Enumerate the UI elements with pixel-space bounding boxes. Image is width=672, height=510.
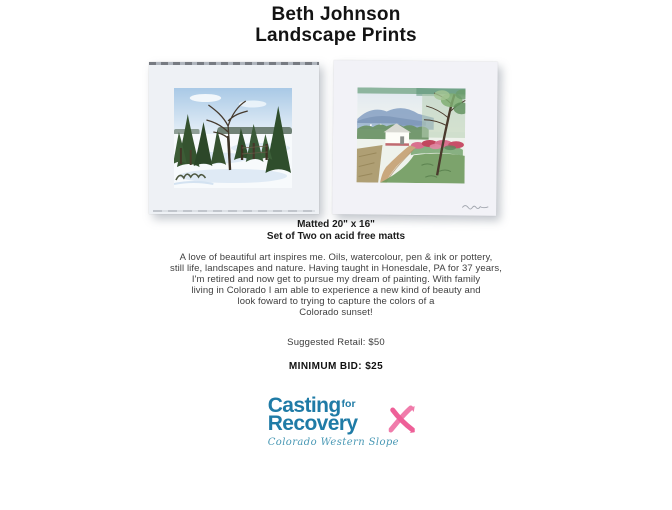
logo-text-block [268,396,399,448]
logo-word-for: for [341,398,356,410]
pink-fish-ribbon-icon [389,405,415,433]
caption-matted: Matted 20" x 16" [297,219,375,230]
artist-signature-mark [461,202,489,210]
description-line: look foward to trying to capture the colors of a [237,295,435,307]
description-line: A love of beautiful art inspires me. Oils, watercolour, pen & ink or pottery, [179,252,493,263]
winter-landscape-painting [174,88,292,188]
suggested-retail: Suggested Retail: $50 [287,337,385,348]
logo-line2 [268,414,399,435]
description-line: still life, landscapes and nature. Having taught in Honesdale, PA for 37 years, [170,262,502,274]
description-line: Colorado sunset! [299,306,373,318]
caption-set: Set of Two on acid free matts [266,230,406,242]
pastoral-landscape-painting [357,87,466,183]
description-line: living in Colorado I am able to experience a new kind of beauty and [191,284,481,296]
logo-tagline: Colorado Western Slope [267,437,400,448]
print-caption [0,219,672,242]
print-bottom-edge [153,210,315,212]
page-title-line2: Landscape Prints [255,25,417,46]
page-title [0,4,672,46]
page-title-line1: Beth Johnson [271,4,401,25]
artist-description [0,253,672,318]
logo-word-casting: Casting [267,394,341,417]
minimum-bid: MINIMUM BID: $25 [288,361,384,372]
pastoral-landscape-print [332,60,498,216]
casting-for-recovery-logo [268,396,399,450]
logo-word-recovery: Recovery [267,412,358,435]
print-top-edge [149,62,319,65]
description-line: I'm retired and now get to pursue my dream of painting. With family [191,273,481,285]
winter-landscape-print [149,62,319,214]
